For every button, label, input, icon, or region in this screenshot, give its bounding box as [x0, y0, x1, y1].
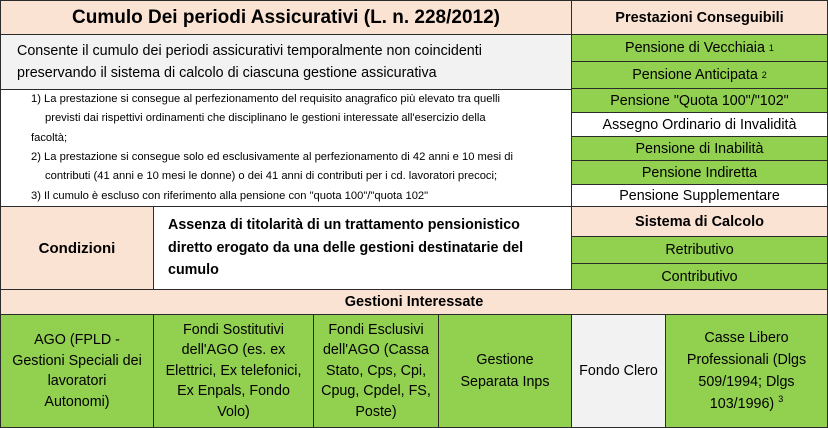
- benefit-item: [571, 184, 828, 207]
- gestione-line: Cpug, Cpdel, FS,: [321, 383, 431, 400]
- calc-item: [571, 263, 828, 290]
- gestioni-header-text: Gestioni Interessate: [344, 294, 484, 310]
- calc-label: Contributivo: [661, 268, 738, 285]
- gestioni-header: [0, 289, 828, 315]
- gestione-line: Gestione: [476, 352, 534, 368]
- title-text: Cumulo Dei periodi Assicurativi (L. n. 228/2012): [72, 6, 500, 28]
- benefit-label: Pensione "Quota 100"/"102": [610, 92, 789, 109]
- gestione-item-ago: [0, 314, 154, 428]
- gestione-line: Autonomi): [44, 393, 110, 410]
- benefit-label: Pensione di Vecchiaia: [625, 40, 765, 56]
- note-line: contributi (41 anni e 10 mesi le donne) o dei 41 anni di contributi per i cd. lavoratori precoci;: [45, 170, 498, 183]
- gestione-item-fondi-esclusivi: [313, 314, 439, 428]
- gestione-line: Stato, Cps, Cpi,: [325, 362, 427, 379]
- gestione-line: AGO (FPLD -: [34, 332, 120, 348]
- conditions-text-cell: [153, 206, 572, 290]
- intro-cell: [0, 34, 572, 90]
- conditions-line-3: cumulo: [168, 262, 219, 279]
- conditions-label-cell: [0, 206, 154, 290]
- benefits-header: [571, 0, 828, 35]
- benefit-item: [571, 88, 828, 113]
- footnote-marker: 3: [778, 394, 784, 405]
- note-line: previsti dai rispettivi ordinamenti che disciplinano le gestioni interessate all'esercizio della: [45, 112, 486, 125]
- benefit-item: Pensione di Vecchiaia 1: [571, 34, 828, 62]
- gestione-line: dell'AGO (es. ex: [181, 342, 286, 359]
- gestione-line: Separata Inps: [460, 374, 550, 390]
- gestione-line: Casse Libero: [704, 330, 789, 346]
- note-line: 2) La prestazione si consegue solo ed esclusivamente al perfezionamento di 42 anni e 10 mesi di: [31, 151, 513, 163]
- calc-label: Retributivo: [665, 242, 734, 258]
- gestione-line: Professionali (Dlgs: [686, 352, 807, 368]
- benefit-label: Pensione Indiretta: [641, 164, 758, 181]
- benefit-label: Assegno Ordinario di Invalidità: [602, 116, 797, 133]
- gestione-line: Elettrici, Ex telefonici,: [165, 362, 302, 379]
- gestione-line: 103/1996): [709, 396, 775, 412]
- intro-line-1: Consente il cumulo dei periodi assicurativi temporalmente non coincidenti: [17, 43, 482, 59]
- calc-header: [571, 206, 828, 237]
- benefit-item: Pensione Anticipata 2: [571, 61, 828, 89]
- gestione-item-fondi-sostitutivi: [153, 314, 314, 428]
- benefits-header-text: Prestazioni Conseguibili: [615, 9, 784, 26]
- conditions-label: Condizioni: [38, 239, 116, 257]
- gestione-line: Fondi Sostitutivi: [183, 321, 284, 338]
- table-title: [0, 0, 572, 35]
- notes-cell: [0, 89, 572, 207]
- gestione-item-fondo-clero: [571, 314, 666, 428]
- conditions-line-1: Assenza di titolarità di un trattamento pensionistico: [168, 217, 520, 234]
- intro-line-2: preservando il sistema di calcolo di ciascuna gestione assicurativa: [17, 65, 437, 81]
- conditions-line-2: diretto erogato da una delle gestioni destinatarie del: [168, 239, 524, 256]
- note-line: 3) Il cumulo è escluso con riferimento alla pensione con "quota 100"/"quota 102": [31, 189, 429, 202]
- benefit-item: [571, 136, 828, 161]
- gestione-line: Ex Enpals, Fondo: [177, 383, 290, 400]
- benefit-label: Pensione di Inabilità: [635, 140, 764, 157]
- gestione-line: Fondi Esclusivi: [328, 321, 424, 338]
- gestione-line: Gestioni Speciali dei: [12, 352, 142, 369]
- gestione-line: dell'AGO (Cassa: [322, 342, 430, 359]
- gestione-line: lavoratori: [47, 373, 107, 389]
- gestione-line: Fondo Clero: [579, 363, 658, 379]
- benefit-item: [571, 112, 828, 137]
- gestione-item-separata: [438, 314, 572, 428]
- benefit-label: Pensione Supplementare: [619, 187, 780, 204]
- note-line: 1) La prestazione si consegue al perfezionamento del requisito anagrafico più elevato tra quelli: [31, 92, 500, 105]
- gestione-line: Volo): [217, 403, 250, 420]
- note-line: facoltà;: [31, 131, 68, 144]
- benefit-item: [571, 160, 828, 185]
- gestione-line: Poste): [355, 403, 397, 420]
- benefit-label: Pensione Anticipata: [632, 67, 758, 83]
- gestione-item-casse: [665, 314, 828, 428]
- gestione-line: 509/1994; Dlgs: [698, 374, 795, 390]
- calc-header-text: Sistema di Calcolo: [635, 213, 764, 230]
- calc-item: [571, 236, 828, 264]
- gestione-line-with-footnote: [710, 393, 783, 415]
